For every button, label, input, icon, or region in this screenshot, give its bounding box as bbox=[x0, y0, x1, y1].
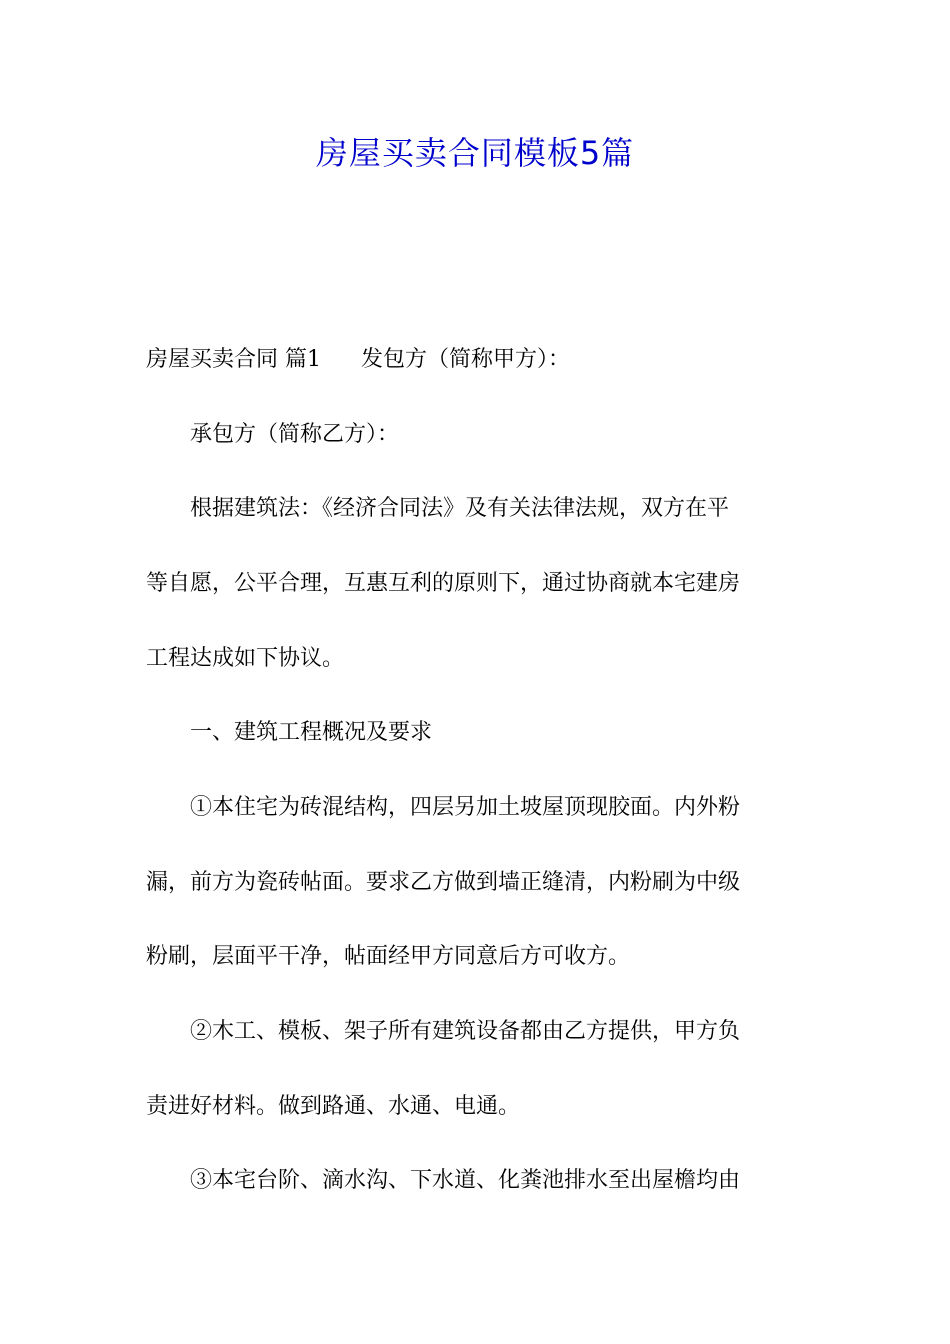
party-a-label: 发包方（简称甲方）： bbox=[361, 347, 571, 372]
text-line: 根据建筑法：《经济合同法》及有关法律法规，双方在平 bbox=[146, 496, 730, 521]
text-line: 责进好材料。做到路通、水通、电通。 bbox=[146, 1094, 521, 1119]
text-line: 等自愿，公平合理，互惠互利的原则下，通过协商就本宅建房 bbox=[146, 571, 741, 596]
text-line: ②木工、模板、架子所有建筑设备都由乙方提供，甲方负 bbox=[146, 1019, 741, 1044]
text-line: 粉刷，层面平干净，帖面经甲方同意后方可收方。 bbox=[146, 944, 631, 969]
text-line: 漏，前方为瓷砖帖面。要求乙方做到墙正缝清，内粉刷为中级 bbox=[146, 870, 741, 895]
contract-heading: 房屋买卖合同 篇1 bbox=[146, 347, 321, 372]
text-line: ③本宅台阶、滴水沟、下水道、化粪池排水至出屋檐均由 bbox=[146, 1168, 741, 1193]
text-line: ①本住宅为砖混结构，四层另加土坡屋顶现胶面。内外粉 bbox=[146, 795, 741, 820]
document-title: 房屋买卖合同模板5篇 bbox=[315, 134, 635, 172]
heading-line bbox=[146, 342, 806, 378]
text-line: 承包方（简称乙方）： bbox=[146, 422, 400, 447]
text-line: 一、建筑工程概况及要求 bbox=[146, 720, 433, 745]
text-line: 工程达成如下协议。 bbox=[146, 646, 345, 671]
